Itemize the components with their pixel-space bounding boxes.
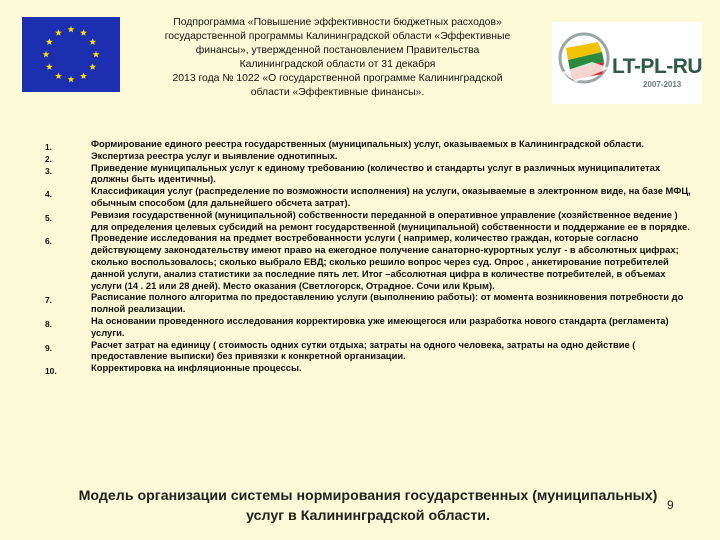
list-item (0, 138, 720, 150)
logo-years: 2007-2013 (643, 80, 682, 89)
list-item (0, 150, 720, 162)
item-number: 3. (45, 165, 52, 176)
item-text: Ревизия государственной (муниципальной) собственности переданной в оперативное управление (хозяйственное ведение ) для определения целевых субсидий на ремонт государственной (муниципальной) собственности и поддержание ее в порядке. (91, 208, 690, 232)
list-item (0, 362, 720, 377)
item-text: Классификация услуг (распределение по возможности исполнения) на услуги, оказываемые в электронном виде, на базе МФЦ, обычным способом (для дальнейшего обсчета затрат). (91, 185, 691, 208)
item-text: Расписание полного алгоритма по предоставлению услуги (выполнению работы): от момента возникновения потребности до полной реализации. (91, 291, 684, 315)
slide-title: Модель организации системы нормирования государственных (муниципальных) услуг в Калининградской области. (78, 488, 658, 524)
item-text: Экспертиза реестра услуг и выявление однотипных. (91, 149, 338, 161)
item-text: Формирование единого реестра государственных (муниципальных) услуг, оказываемых в Калининградской области. (91, 138, 645, 149)
list-item (0, 315, 720, 339)
list-item (0, 291, 720, 315)
eu-flag-stars-icon (22, 17, 120, 92)
list-item (0, 339, 720, 363)
item-number: 10. (45, 366, 57, 377)
program-description: Подпрограмма «Повышение эффективности бюджетных расходов» государственной программы Калининградской области «Эффективные финансы», утвержденной постановлением Правительства Калининградской области от 31 декабря 2013 года № 1022 «О государственной программе Калининградской области «Эффективные финансы». (164, 17, 511, 98)
item-number: 2. (45, 153, 52, 164)
list-item (0, 209, 720, 233)
item-text: На основании проведенного исследования корректировка уже имеющегося или разработка нового стандарта (регламента) услуги. (91, 314, 669, 338)
item-text: Приведение муниципальных услуг к единому требованию (количество и стандарты услуг в различных муниципалитетах должны быть идентичны). (91, 161, 661, 185)
list-item (0, 232, 720, 291)
item-number: 9. (45, 342, 52, 353)
eu-flag (22, 17, 120, 92)
item-list (0, 138, 720, 377)
list-item (0, 162, 720, 186)
item-number: 1. (45, 142, 52, 152)
item-number: 5. (45, 212, 52, 223)
item-number: 7. (45, 295, 52, 306)
page-number: 9 (667, 498, 674, 512)
item-number: 4. (45, 189, 52, 200)
item-number: 6. (45, 236, 52, 247)
item-text: Корректировка на инфляционные процессы. (91, 362, 302, 374)
logo-text: LT-PL-RU (612, 55, 703, 78)
list-item (0, 185, 720, 209)
item-text: Проведение исследования на предмет востребованности услуги ( например, количество граждан, которые согласно действующему законодательству имеют право на ежегодное получение санаторно-курортных услуг - в абсолютных цифрах; сколько воспользовалось; сколько выбрало ЕВД; сколько решило вопрос через суд. Опрос , анкетирование потребителей данной услуги, анализ статистики за последние пять лет. Итог –абсолютная цифра в количестве потребителей, в объемах услуги (14 . 21 или 28 дней). Место оказания (Светлогорск, Отрадное. Сочи или Крым). (91, 232, 679, 291)
item-text: Расчет затрат на единицу ( стоимость одних сутки отдыха; затраты на одного человека, затраты на одно действие ( предоставление выписки) без привязки к конкретной организации. (91, 338, 636, 362)
item-number: 8. (45, 318, 52, 329)
